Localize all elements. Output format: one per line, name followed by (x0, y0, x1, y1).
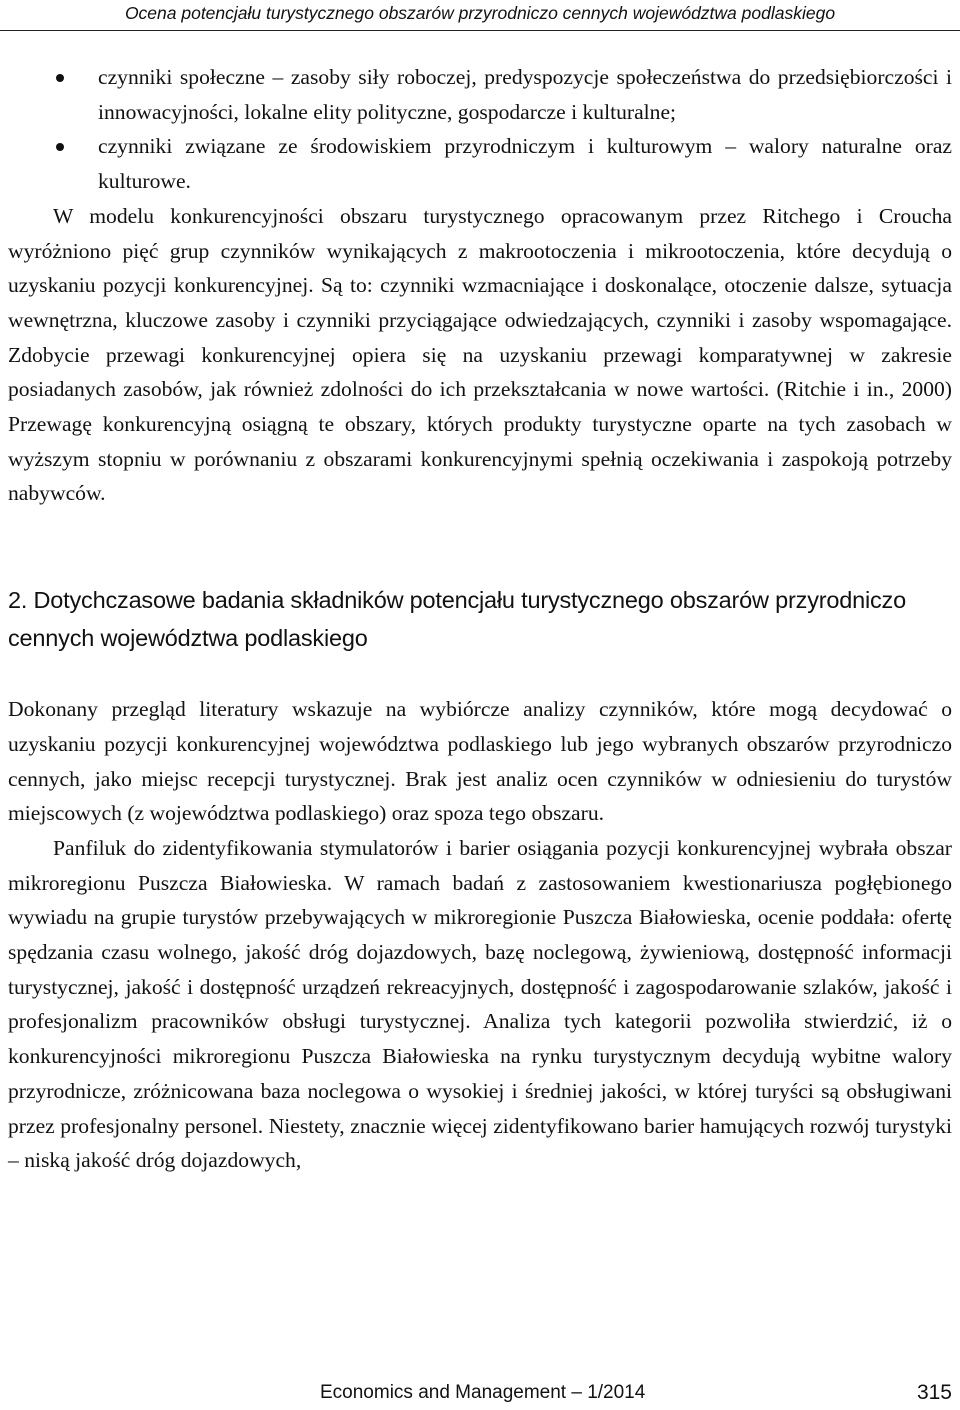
page-number: 315 (916, 1381, 952, 1404)
running-title: Ocena potencjału turystycznego obszarów przyrodniczo cennych województwa podlaskiego (124, 3, 836, 23)
page-body (8, 60, 952, 1178)
section-heading: 2. Dotychczasowe badania składników potencjału turystycznego obszarów przyrodniczo cennych województwa podlaskiego (8, 587, 906, 652)
body-paragraph: Dokonany przegląd literatury wskazuje na wybiórcze analizy czynników, które mogą decydować o uzyskaniu pozycji konkurencyjnej województwa podlaskiego lub jego wybranych obszarów przyrodniczo cennych, jako miejsc recepcji turystycznej. Brak jest analiz ocen czynników w odniesieniu do turystów miejscowych (z województwa podlaskiego) oraz spoza tego obszaru. (8, 697, 952, 826)
body-paragraph: W modelu konkurencyjności obszaru turystycznego opracowanym przez Ritchego i Croucha wyróżniono pięć grup czynników wynikających z makrootoczenia i mikrootoczenia, które decydują o uzyskaniu pozycji konkurencyjnej. Są to: czynniki wzmacniające i doskonalące, otoczenie dalsze, sytuacja wewnętrzna, kluczowe zasoby i czynniki przyciągające odwiedzających, czynniki i zasoby wspomagające. Zdobycie przewagi konkurencyjnej opiera się na uzyskaniu przewagi komparatywnej w zakresie posiadanych zasobów, jak również zdolności do ich przekształcania w nowe wartości. (Ritchie i in., 2000) Przewagę konkurencyjną osiągną te obszary, których produkty turystyczne oparte na tych zasobach w wyższym stopniu w porównaniu z obszarami konkurencyjnymi spełnią oczekiwania i zaspokoją potrzeby nabywców. (8, 203, 952, 506)
bullet-text: czynniki związane ze środowiskiem przyrodniczym i kulturowym – walory naturalne oraz kulturowe. (98, 134, 952, 194)
bullet-icon (56, 74, 64, 82)
body-paragraph: Panfiluk do zidentyfikowania stymulatorów i barier osiągania pozycji konkurencyjnej wybrała obszar mikroregionu Puszcza Białowieska. W ramach badań z zastosowaniem kwestionariusza pogłębionego wywiadu na grupie turystów przebywających w mikroregionie Puszcza Białowieska, ocenie poddała: ofertę spędzania czasu wolnego, jakość dróg dojazdowych, bazę noclegową, żywieniową, dostępność informacji turystycznej, jakość i dostępność urządzeń rekreacyjnych, dostępność i zagospodarowanie szlaków, jakość i profesjonalizm pracowników obsługi turystycznej. Analiza tych kategorii pozwoliła stwierdzić, iż o konkurencyjności mikroregionu Puszcza Białowieska na rynku turystycznym decydują wybitne walory przyrodnicze, zróżnicowana baza noclegowa o wysokiej i średniej jakości, w której turyści są obsługiwani przez profesjonalny personel. Niestety, znacznie więcej zidentyfikowano barier hamujących rozwój turystyki – niską jakość dróg dojazdowych, (8, 835, 952, 1173)
header-rule (0, 30, 960, 31)
bullet-icon (56, 143, 64, 151)
bullet-item (8, 129, 952, 198)
bullet-text: czynniki społeczne – zasoby siły roboczej, predyspozycje społeczeństwa do przedsiębiorczości i innowacyjności, lokalne elity polityczne, gospodarcze i kulturalne; (98, 65, 952, 124)
journal-citation: Economics and Management – 1/2014 (320, 1382, 646, 1403)
bullet-item (8, 60, 952, 129)
bullet-list (8, 60, 952, 199)
